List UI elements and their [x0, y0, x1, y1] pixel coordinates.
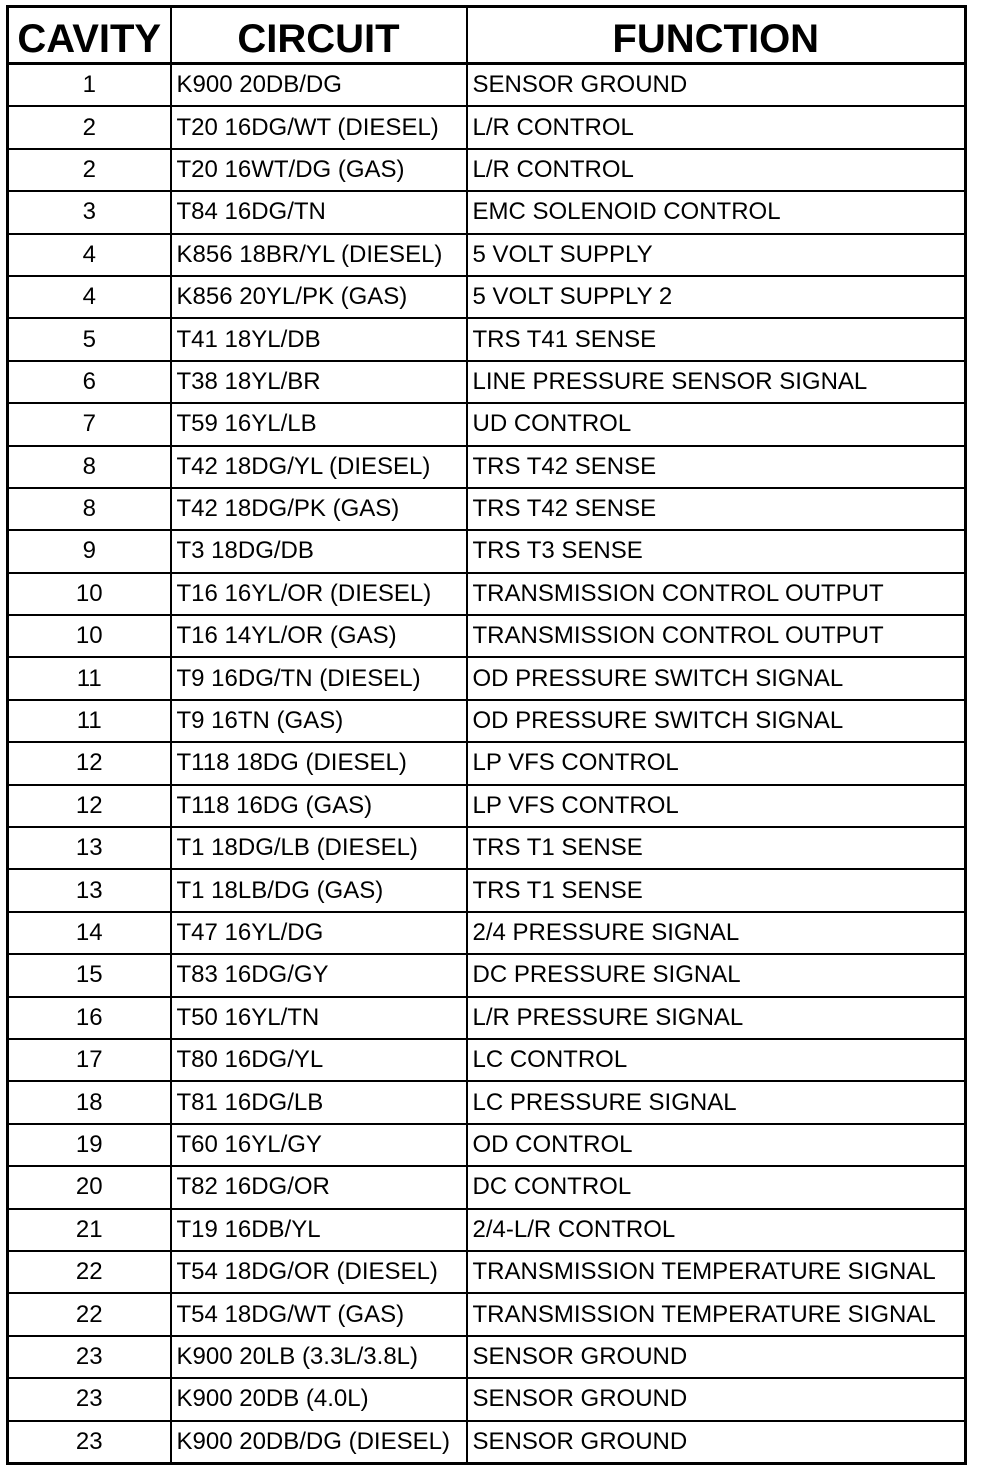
- table-row: [8, 573, 966, 615]
- table-row: [8, 530, 966, 572]
- function-cell: 2/4 PRESSURE SIGNAL: [467, 912, 966, 954]
- table-row: [8, 785, 966, 827]
- circuit-cell: T20 16WT/DG (GAS): [171, 149, 467, 191]
- function-cell: LP VFS CONTROL: [467, 785, 966, 827]
- header-cavity: CAVITY: [8, 7, 171, 64]
- function-cell: TRS T1 SENSE: [467, 869, 966, 911]
- function-cell: TRS T3 SENSE: [467, 530, 966, 572]
- circuit-cell: T19 16DB/YL: [171, 1209, 467, 1251]
- function-cell: 5 VOLT SUPPLY: [467, 234, 966, 276]
- connector-pinout-table-wrapper: [6, 5, 964, 1465]
- circuit-cell: T82 16DG/OR: [171, 1166, 467, 1208]
- table-row: [8, 1251, 966, 1293]
- cavity-cell: 14: [8, 912, 171, 954]
- function-cell: OD CONTROL: [467, 1124, 966, 1166]
- function-cell: TRS T41 SENSE: [467, 318, 966, 360]
- circuit-cell: K900 20DB/DG: [171, 64, 467, 107]
- table-row: [8, 1081, 966, 1123]
- cavity-cell: 22: [8, 1293, 171, 1335]
- table-row: [8, 912, 966, 954]
- circuit-cell: T60 16YL/GY: [171, 1124, 467, 1166]
- table-row: [8, 106, 966, 148]
- table-row: [8, 318, 966, 360]
- function-cell: TRANSMISSION CONTROL OUTPUT: [467, 615, 966, 657]
- function-cell: LP VFS CONTROL: [467, 742, 966, 784]
- circuit-cell: T54 18DG/WT (GAS): [171, 1293, 467, 1335]
- cavity-cell: 4: [8, 234, 171, 276]
- table-header: [8, 7, 966, 64]
- circuit-cell: K900 20DB/DG (DIESEL): [171, 1421, 467, 1464]
- circuit-cell: T118 16DG (GAS): [171, 785, 467, 827]
- cavity-cell: 23: [8, 1378, 171, 1420]
- circuit-cell: T16 16YL/OR (DIESEL): [171, 573, 467, 615]
- cavity-cell: 5: [8, 318, 171, 360]
- function-cell: SENSOR GROUND: [467, 64, 966, 107]
- function-cell: OD PRESSURE SWITCH SIGNAL: [467, 657, 966, 699]
- cavity-cell: 12: [8, 785, 171, 827]
- table-row: [8, 1166, 966, 1208]
- cavity-cell: 6: [8, 361, 171, 403]
- table-row: [8, 361, 966, 403]
- circuit-cell: T84 16DG/TN: [171, 191, 467, 233]
- table-row: [8, 149, 966, 191]
- function-cell: SENSOR GROUND: [467, 1336, 966, 1378]
- cavity-cell: 15: [8, 954, 171, 996]
- function-cell: TRS T1 SENSE: [467, 827, 966, 869]
- cavity-cell: 11: [8, 657, 171, 699]
- function-cell: L/R CONTROL: [467, 106, 966, 148]
- circuit-cell: K856 18BR/YL (DIESEL): [171, 234, 467, 276]
- table-row: [8, 1421, 966, 1464]
- cavity-cell: 8: [8, 446, 171, 488]
- cavity-cell: 4: [8, 276, 171, 318]
- function-cell: LC CONTROL: [467, 1039, 966, 1081]
- cavity-cell: 10: [8, 615, 171, 657]
- circuit-cell: T80 16DG/YL: [171, 1039, 467, 1081]
- table-row: [8, 1378, 966, 1420]
- circuit-cell: T16 14YL/OR (GAS): [171, 615, 467, 657]
- cavity-cell: 19: [8, 1124, 171, 1166]
- table-row: [8, 488, 966, 530]
- circuit-cell: T54 18DG/OR (DIESEL): [171, 1251, 467, 1293]
- table-row: [8, 1124, 966, 1166]
- table-row: [8, 1039, 966, 1081]
- table-row: [8, 1209, 966, 1251]
- cavity-cell: 13: [8, 827, 171, 869]
- circuit-cell: T1 18DG/LB (DIESEL): [171, 827, 467, 869]
- circuit-cell: T9 16TN (GAS): [171, 700, 467, 742]
- cavity-cell: 1: [8, 64, 171, 107]
- table-body: [8, 64, 966, 1464]
- circuit-cell: K856 20YL/PK (GAS): [171, 276, 467, 318]
- circuit-cell: T38 18YL/BR: [171, 361, 467, 403]
- cavity-cell: 16: [8, 997, 171, 1039]
- table-row: [8, 1293, 966, 1335]
- cavity-cell: 12: [8, 742, 171, 784]
- circuit-cell: K900 20LB (3.3L/3.8L): [171, 1336, 467, 1378]
- circuit-cell: T83 16DG/GY: [171, 954, 467, 996]
- table-row: [8, 700, 966, 742]
- table-row: [8, 615, 966, 657]
- function-cell: LC PRESSURE SIGNAL: [467, 1081, 966, 1123]
- cavity-cell: 20: [8, 1166, 171, 1208]
- function-cell: L/R CONTROL: [467, 149, 966, 191]
- table-row: [8, 403, 966, 445]
- circuit-cell: T20 16DG/WT (DIESEL): [171, 106, 467, 148]
- circuit-cell: T81 16DG/LB: [171, 1081, 467, 1123]
- connector-pinout-table: [6, 5, 967, 1465]
- cavity-cell: 2: [8, 106, 171, 148]
- table-row: [8, 954, 966, 996]
- function-cell: DC CONTROL: [467, 1166, 966, 1208]
- table-row: [8, 191, 966, 233]
- table-row: [8, 869, 966, 911]
- cavity-cell: 9: [8, 530, 171, 572]
- circuit-cell: T47 16YL/DG: [171, 912, 467, 954]
- table-row: [8, 657, 966, 699]
- function-cell: L/R PRESSURE SIGNAL: [467, 997, 966, 1039]
- table-row: [8, 64, 966, 107]
- function-cell: SENSOR GROUND: [467, 1378, 966, 1420]
- cavity-cell: 18: [8, 1081, 171, 1123]
- cavity-cell: 13: [8, 869, 171, 911]
- circuit-cell: T41 18YL/DB: [171, 318, 467, 360]
- cavity-cell: 7: [8, 403, 171, 445]
- function-cell: TRANSMISSION CONTROL OUTPUT: [467, 573, 966, 615]
- function-cell: DC PRESSURE SIGNAL: [467, 954, 966, 996]
- function-cell: TRS T42 SENSE: [467, 446, 966, 488]
- header-circuit: CIRCUIT: [171, 7, 467, 64]
- circuit-cell: T59 16YL/LB: [171, 403, 467, 445]
- header-row: [8, 7, 966, 64]
- function-cell: TRS T42 SENSE: [467, 488, 966, 530]
- function-cell: 2/4-L/R CONTROL: [467, 1209, 966, 1251]
- table-row: [8, 446, 966, 488]
- circuit-cell: T9 16DG/TN (DIESEL): [171, 657, 467, 699]
- cavity-cell: 23: [8, 1421, 171, 1464]
- circuit-cell: T118 18DG (DIESEL): [171, 742, 467, 784]
- table-row: [8, 827, 966, 869]
- function-cell: 5 VOLT SUPPLY 2: [467, 276, 966, 318]
- cavity-cell: 11: [8, 700, 171, 742]
- cavity-cell: 10: [8, 573, 171, 615]
- function-cell: UD CONTROL: [467, 403, 966, 445]
- table-row: [8, 1336, 966, 1378]
- cavity-cell: 3: [8, 191, 171, 233]
- function-cell: TRANSMISSION TEMPERATURE SIGNAL: [467, 1251, 966, 1293]
- cavity-cell: 17: [8, 1039, 171, 1081]
- cavity-cell: 22: [8, 1251, 171, 1293]
- cavity-cell: 8: [8, 488, 171, 530]
- header-function: FUNCTION: [467, 7, 966, 64]
- circuit-cell: T42 18DG/YL (DIESEL): [171, 446, 467, 488]
- circuit-cell: T3 18DG/DB: [171, 530, 467, 572]
- function-cell: LINE PRESSURE SENSOR SIGNAL: [467, 361, 966, 403]
- circuit-cell: T50 16YL/TN: [171, 997, 467, 1039]
- function-cell: SENSOR GROUND: [467, 1421, 966, 1464]
- circuit-cell: K900 20DB (4.0L): [171, 1378, 467, 1420]
- table-row: [8, 997, 966, 1039]
- cavity-cell: 2: [8, 149, 171, 191]
- function-cell: TRANSMISSION TEMPERATURE SIGNAL: [467, 1293, 966, 1335]
- function-cell: OD PRESSURE SWITCH SIGNAL: [467, 700, 966, 742]
- table-row: [8, 742, 966, 784]
- table-row: [8, 234, 966, 276]
- cavity-cell: 23: [8, 1336, 171, 1378]
- circuit-cell: T1 18LB/DG (GAS): [171, 869, 467, 911]
- cavity-cell: 21: [8, 1209, 171, 1251]
- circuit-cell: T42 18DG/PK (GAS): [171, 488, 467, 530]
- function-cell: EMC SOLENOID CONTROL: [467, 191, 966, 233]
- table-row: [8, 276, 966, 318]
